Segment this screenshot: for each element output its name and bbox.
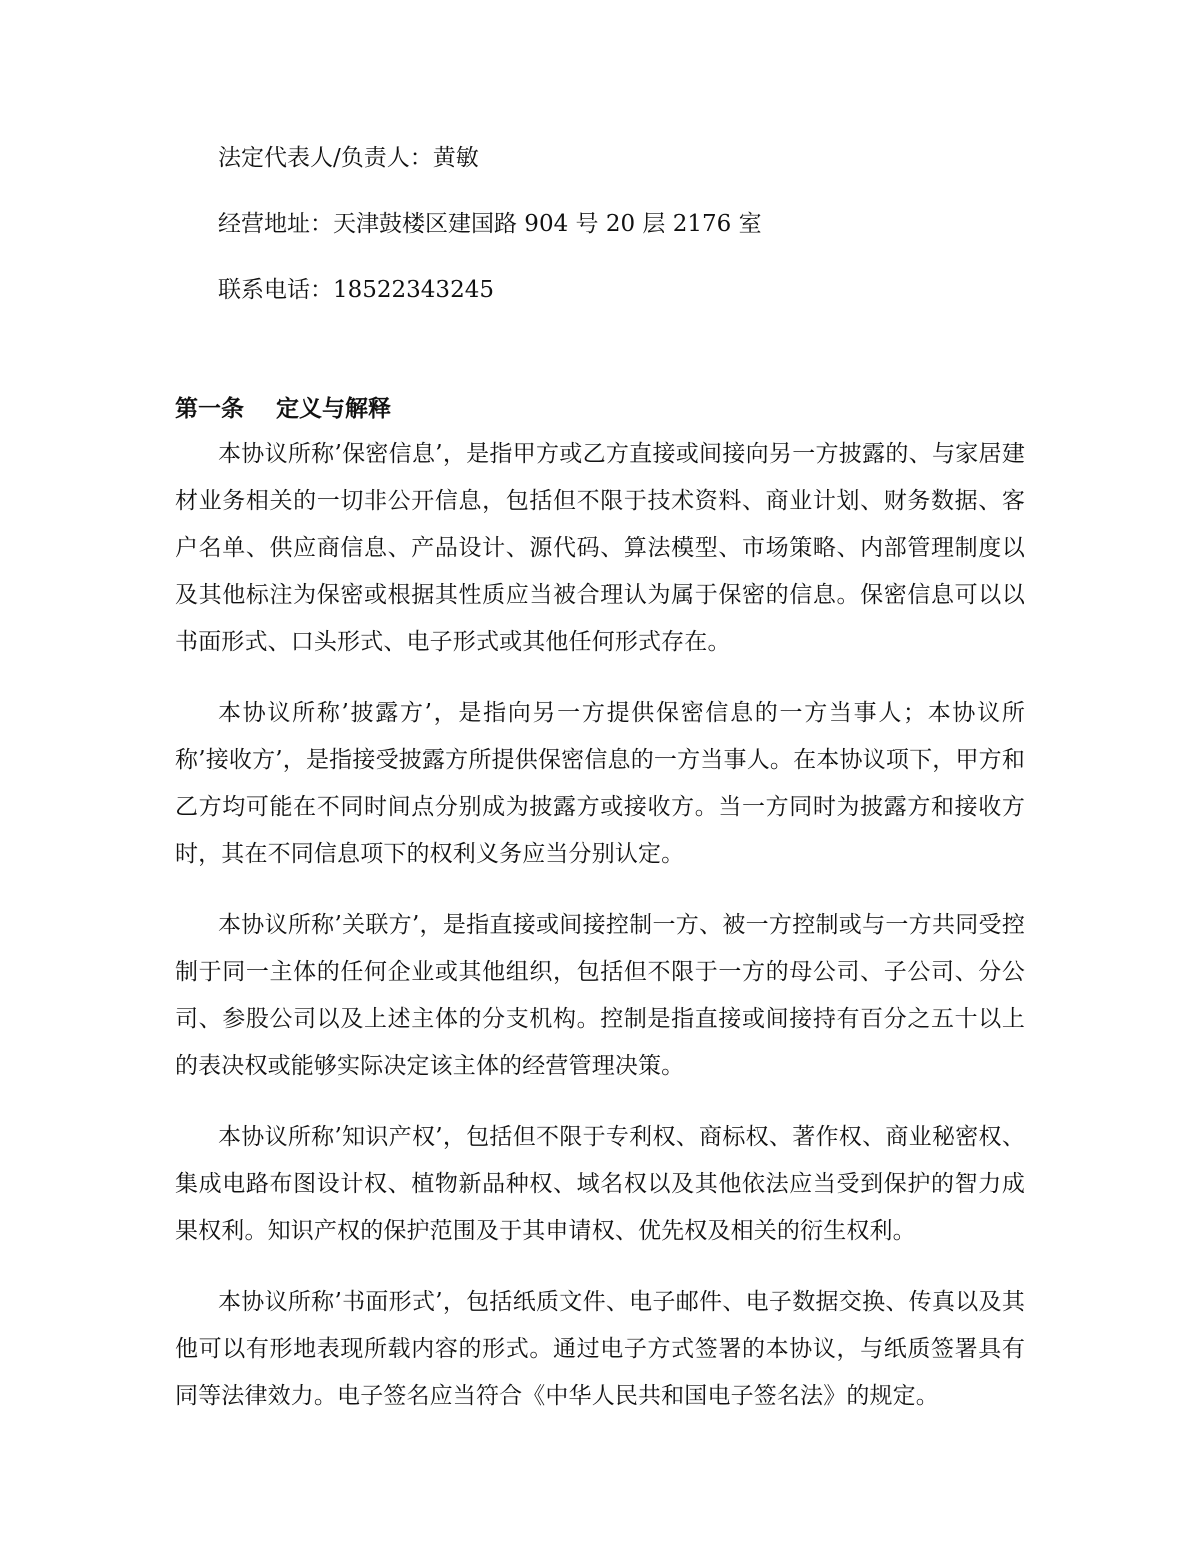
article-title: 第一条 定义与解释 [175,396,392,422]
definition-confidential-info: 本协议所称’保密信息’，是指甲方或乙方直接或间接向另一方披露的、与家居建材业务相关的一切非公开信息，包括但不限于技术资料、商业计划、财务数据、客户名单、供应商信息、产品设计、源代码、算法模型、市场策略、内部管理制度以及其他标注为保密或根据其性质应当被合理认为属于保密的信息。保密信息可以以书面形式、口头形式、电子形式或其他任何形式存在。 [175,441,1025,655]
definition-intellectual-property: 本协议所称’知识产权’，包括但不限于专利权、商标权、著作权、商业秘密权、集成电路布图设计权、植物新品种权、域名权以及其他依法应当受到保护的智力成果权利。知识产权的保护范围及于其申请权、优先权及相关的衍生权利。 [175,1124,1025,1244]
article-one [175,389,1025,1444]
legal-representative: 法定代表人/负责人：黄敏 [218,145,479,171]
business-address: 经营地址：天津鼓楼区建国路 904 号 20 层 2176 室 [218,211,762,237]
party-info-block [218,136,1038,334]
definition-discloser-recipient: 本协议所称’披露方’，是指向另一方提供保密信息的一方当事人；本协议所称’接收方’，是指接受披露方所提供保密信息的一方当事人。在本协议项下，甲方和乙方均可能在不同时间点分别成为披露方或接收方。当一方同时为披露方和接收方时，其在不同信息项下的权利义务应当分别认定。 [175,700,1025,867]
definition-written-form: 本协议所称’书面形式’，包括纸质文件、电子邮件、电子数据交换、传真以及其他可以有形地表现所载内容的形式。通过电子方式签署的本协议，与纸质签署具有同等法律效力。电子签名应当符合《中华人民共和国电子签名法》的规定。 [175,1289,1025,1409]
definition-affiliate: 本协议所称’关联方’，是指直接或间接控制一方、被一方控制或与一方共同受控制于同一主体的任何企业或其他组织，包括但不限于一方的母公司、子公司、分公司、参股公司以及上述主体的分支机构。控制是指直接或间接持有百分之五十以上的表决权或能够实际决定该主体的经营管理决策。 [175,912,1025,1079]
contact-phone: 联系电话：18522343245 [218,277,494,303]
